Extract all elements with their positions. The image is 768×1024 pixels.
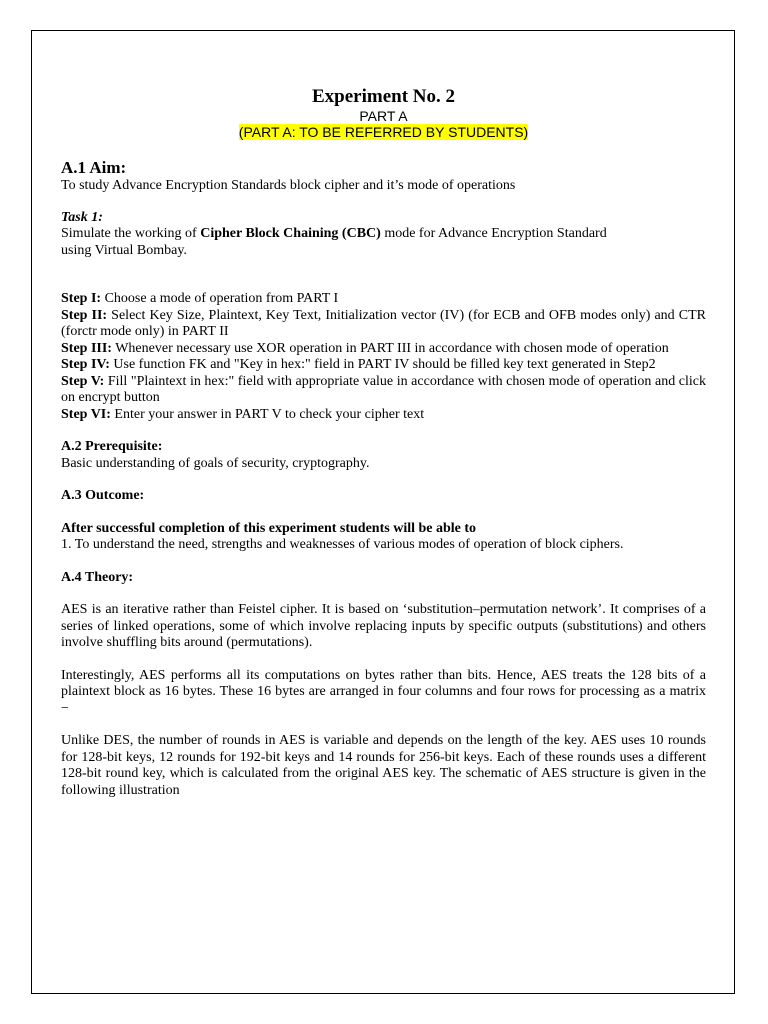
theory-paragraph-3: Unlike DES, the number of rounds in AES is variable and depends on the length of the key. AES uses 10 rounds for 128-bit keys, 12 rounds for 192-bit keys and 14 rounds for 256-bit keys. Each of these rounds uses a different 128-bit round key, which is calculated from the original AES key. The schematic of AES structure is given in the following illustration [61,733,706,798]
aim-text: To study Advance Encryption Standards block cipher and it’s mode of operations [61,178,516,193]
step-label: Step II: [61,307,108,323]
step-text: Select Key Size, Plaintext, Key Text, Initialization vector (IV) (for ECB and OFB modes only) and CTR (forctr mode only) in PART II [61,307,706,339]
step-label: Step V: [61,373,105,389]
outcome-lead: After successful completion of this experiment students will be able to [61,520,477,536]
outcome-heading: A.3 Outcome: [61,488,145,503]
highlighted-note: (PART A: TO BE REFERRED BY STUDENTS) [238,124,529,140]
step-label: Step I: [61,291,102,306]
part-note [61,124,706,140]
task-bold: Cipher Block Chaining (CBC) [200,226,381,241]
step-text: Use function FK and "Key in hex:" field in PART IV should be filled key text generated in Step2 [109,357,656,372]
prereq-heading: A.2 Prerequisite: [61,439,163,454]
task-label: Task 1: [61,209,103,225]
task-suffix: mode for Advance Encryption Standard [380,226,607,241]
step-text: Enter your answer in PART V to check your cipher text [110,406,425,422]
task-line [61,226,706,243]
theory-heading: A.4 Theory: [61,569,134,585]
task-prefix: Simulate the working of [61,226,201,241]
step-text: Fill "Plaintext in hex:" field with appropriate value in accordance with chosen mode of operation and click on encrypt button [61,373,706,405]
aim-heading: A.1 Aim: [61,158,127,177]
step-label: Step VI: [61,406,111,422]
page-title: Experiment No. 2 [311,86,455,107]
step-item [61,308,706,341]
theory-paragraph-2: Interestingly, AES performs all its computations on bytes rather than bits. Hence, AES treats the 128 bits of a plaintext block as 16 bytes. These 16 bytes are arranged in four columns and four rows for processing as a matrix − [61,667,706,716]
step-item [61,291,706,308]
step-item [61,407,706,424]
steps-list [61,291,706,423]
outcome-item: 1. To understand the need, strengths and weaknesses of various modes of operation of block ciphers. [61,537,624,552]
step-text: Whenever necessary use XOR operation in PART III in accordance with chosen mode of operation [111,340,669,356]
theory-paragraph-1: AES is an iterative rather than Feistel cipher. It is based on ‘substitution–permutation network’. It comprises of a series of linked operations, some of which involve replacing inputs by specific outputs (substitutions) and others involve shuffling bits around (permutations). [61,602,706,650]
task-line-2: using Virtual Bombay. [61,242,187,258]
document-body [61,86,706,799]
part-label: PART A [359,108,408,124]
step-item [61,374,706,407]
step-item [61,357,706,374]
step-text: Choose a mode of operation from PART I [101,291,339,306]
prereq-text: Basic understanding of goals of security, cryptography. [61,455,370,471]
step-label: Step III: [61,340,112,356]
step-item [61,341,706,358]
step-label: Step IV: [61,357,110,372]
